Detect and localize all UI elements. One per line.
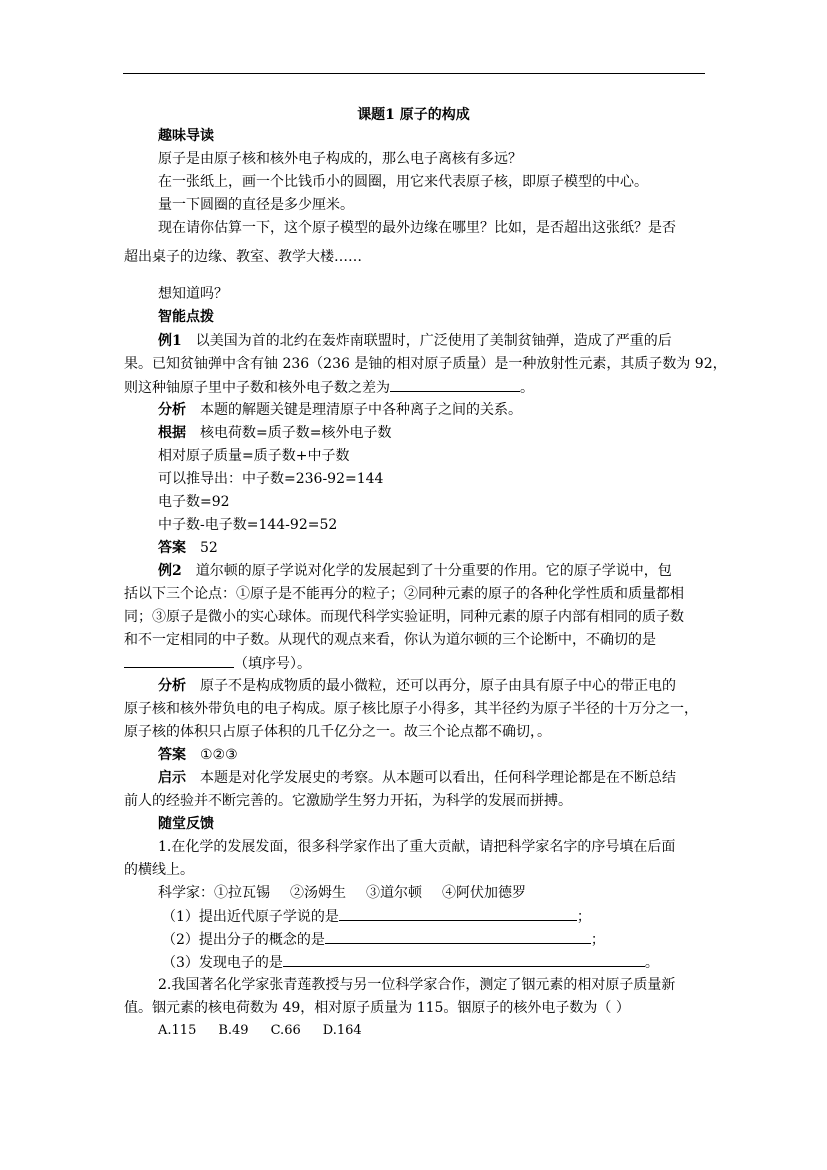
calc-line: 电子数=92 (158, 494, 230, 510)
section-heading-intro: 趣味导读 (158, 128, 214, 144)
example-2-line: 括以下三个论点：①原子是不能再分的粒子；②同种元素的原子的各种化学性质和质量都相 (124, 586, 684, 602)
options-line (158, 1021, 362, 1041)
question-2-line: 2.我国著名化学家张青莲教授与另一位科学家合作，测定了铟元素的相对原子质量新 (158, 977, 676, 993)
calc-line: 中子数-电子数=144-92=52 (158, 517, 338, 533)
question-2-line: 值。铟元素的核电荷数为 49，相对原子质量为 115。铟原子的核外电子数为（ ） (124, 1000, 630, 1016)
intro-line: 想知道吗？ (158, 286, 228, 302)
question-1-line: 的横线上。 (124, 862, 194, 878)
calc-line: 可以推导出：中子数=236-92=144 (158, 471, 384, 487)
analysis-line: 原子核和核外带负电的电子构成。原子核比原子小得多，其半径约为原子半径的十万分之一， (124, 701, 698, 717)
answer-blank[interactable] (339, 906, 577, 921)
option: D.164 (322, 1023, 362, 1038)
answer-line: 答案 52 (158, 540, 218, 556)
example-2-line: 例2 道尔顿的原子学说对化学的发展起到了十分重要的作用。它的原子学说中，包 (158, 563, 672, 579)
answer-line: 答案 ①②③ (158, 747, 238, 763)
option: C.66 (270, 1023, 301, 1038)
basis-line: 根据 核电荷数=质子数=核外电子数 (158, 425, 392, 441)
calc-line: 相对原子质量=质子数+中子数 (158, 448, 350, 464)
option: B.49 (218, 1023, 249, 1038)
example-2-line: 同；③原子是微小的实心球体。而现代科学实验证明，同种元素的原子内部有相同的质子数 (124, 609, 684, 625)
intro-line: 量一下圆圈的直径是多少厘米。 (158, 197, 354, 213)
page-title: 课题1 原子的构成 (357, 107, 470, 123)
section-heading-feedback: 随堂反馈 (158, 816, 214, 832)
fill-item: （1）提出近代原子学说的是 ； (162, 906, 591, 927)
intro-line: 超出桌子的边缘、教室、教学大楼…… (124, 249, 362, 265)
option: A.115 (158, 1023, 197, 1038)
question-1-line: 1.在化学的发展发面，很多科学家作出了重大贡献，请把科学家名字的序号填在后面 (158, 839, 676, 855)
analysis-line: 分析 本题的解题关键是理清原子中各种离子之间的关系。 (158, 402, 522, 418)
example-2-line: （填序号）。 (124, 653, 311, 674)
answer-blank[interactable] (283, 952, 645, 967)
example-1-line: 例1 以美国为首的北约在轰炸南联盟时，广泛使用了美制贫铀弹，造成了严重的后 (158, 333, 672, 349)
intro-line: 在一张纸上，画一个比钱币小的圆圈，用它来代表原子核，即原子模型的中心。 (158, 174, 648, 190)
answer-blank[interactable] (124, 653, 234, 668)
header-rule (123, 73, 705, 74)
example-2-line: 和不一定相同的中子数。从现代的观点来看，你认为道尔顿的三个论断中，不确切的是 (124, 632, 656, 648)
analysis-line: 分析 原子不是构成物质的最小微粒，还可以再分，原子由具有原子中心的带正电的 (158, 678, 676, 694)
intro-line: 现在请你估算一下，这个原子模型的最外边缘在哪里？比如，是否超出这张纸？是否 (158, 220, 676, 236)
hint-line: 前人的经验并不断完善的。它激励学生努力开拓，为科学的发展而拼搏。 (124, 793, 572, 809)
intro-line: 原子是由原子核和核外电子构成的，那么电子离核有多远？ (158, 151, 522, 167)
example-2-label: 例2 (158, 563, 182, 579)
answer-blank[interactable] (325, 929, 591, 944)
example-1-line: 果。已知贫铀弹中含有铀 236（236 是铀的相对原子质量）是一种放射性元素，其质子数为 92， (124, 356, 727, 372)
scientists-line: 科学家：①拉瓦锡 ②汤姆生 ③道尔顿 ④阿伏加德罗 (158, 885, 526, 901)
example-1-label: 例1 (158, 333, 182, 349)
fill-item: （2）提出分子的概念的是 ； (162, 929, 605, 950)
fill-item: （3）发现电子的是 。 (162, 952, 659, 973)
example-1-line: 则这种铀原子里中子数和核外电子数之差为 。 (124, 377, 534, 398)
hint-line: 启示 本题是对化学发展史的考察。从本题可以看出，任何科学理论都是在不断总结 (158, 770, 676, 786)
section-heading-examples: 智能点拨 (158, 309, 214, 325)
answer-blank[interactable] (390, 377, 520, 392)
analysis-line: 原子核的体积只占原子体积的几千亿分之一。故三个论点都不确切，。 (124, 724, 551, 740)
